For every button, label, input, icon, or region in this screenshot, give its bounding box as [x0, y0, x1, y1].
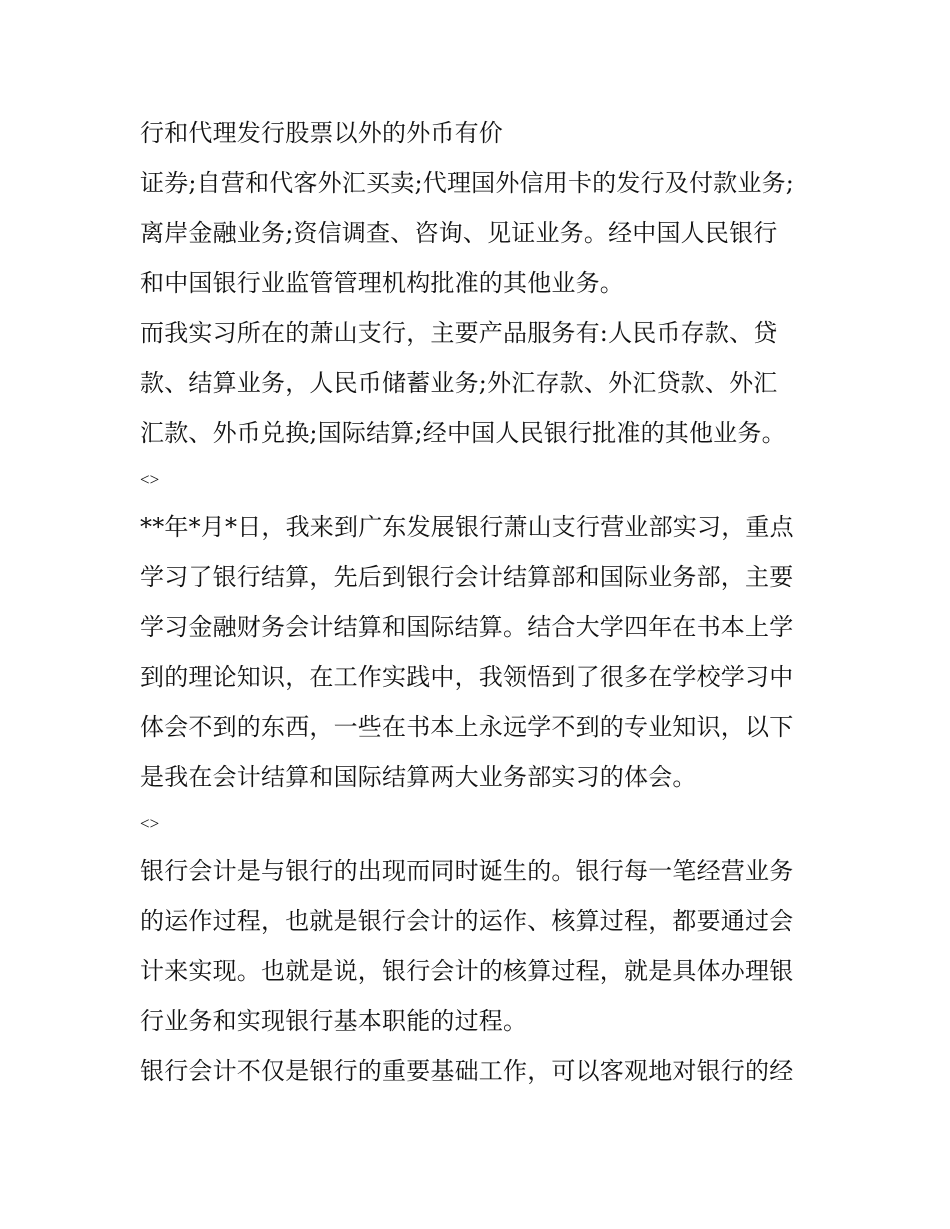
text-line: 和中国银行业监管管理机构批准的其他业务。 [140, 269, 624, 297]
text-line: 到的理论知识，在工作实践中，我领悟到了很多在学校学习中 [140, 663, 794, 691]
text-line: 款、结算业务，人民币储蓄业务;外汇存款、外汇贷款、外汇 [140, 369, 778, 397]
text-line: 学习了银行结算，先后到银行会计结算部和国际业务部，主要 [140, 563, 794, 591]
text-line: 银行会计不仅是银行的重要基础工作，可以客观地对银行的经 [140, 1057, 794, 1085]
text-line: 计来实现。也就是说，银行会计的核算过程，就是具体办理银 [140, 957, 794, 985]
text-line: 银行会计是与银行的出现而同时诞生的。银行每一笔经营业务 [140, 857, 794, 885]
text-line: 离岸金融业务;资信调查、咨询、见证业务。经中国人民银行 [140, 219, 778, 247]
section-separator: <> [140, 470, 160, 489]
text-line: 汇款、外币兑换;国际结算;经中国人民银行批准的其他业务。 [140, 419, 786, 447]
text-line: 行业务和实现银行基本职能的过程。 [140, 1007, 528, 1035]
text-line: 的运作过程，也就是银行会计的运作、核算过程，都要通过会 [140, 907, 794, 935]
text-line: 学习金融财务会计结算和国际结算。结合大学四年在书本上学 [140, 613, 794, 641]
text-line: 体会不到的东西，一些在书本上永远学不到的专业知识，以下 [140, 713, 794, 741]
text-line: **年*月*日，我来到广东发展银行萧山支行营业部实习，重点 [140, 513, 794, 541]
section-separator: <> [140, 814, 160, 833]
text-line: 证券;自营和代客外汇买卖;代理国外信用卡的发行及付款业务; [140, 169, 795, 197]
document-body [140, 108, 820, 1096]
text-line: 是我在会计结算和国际结算两大业务部实习的体会。 [140, 763, 697, 791]
text-line: 行和代理发行股票以外的外币有价 [140, 119, 503, 147]
text-line: 而我实习所在的萧山支行，主要产品服务有:人民币存款、贷 [140, 319, 778, 347]
